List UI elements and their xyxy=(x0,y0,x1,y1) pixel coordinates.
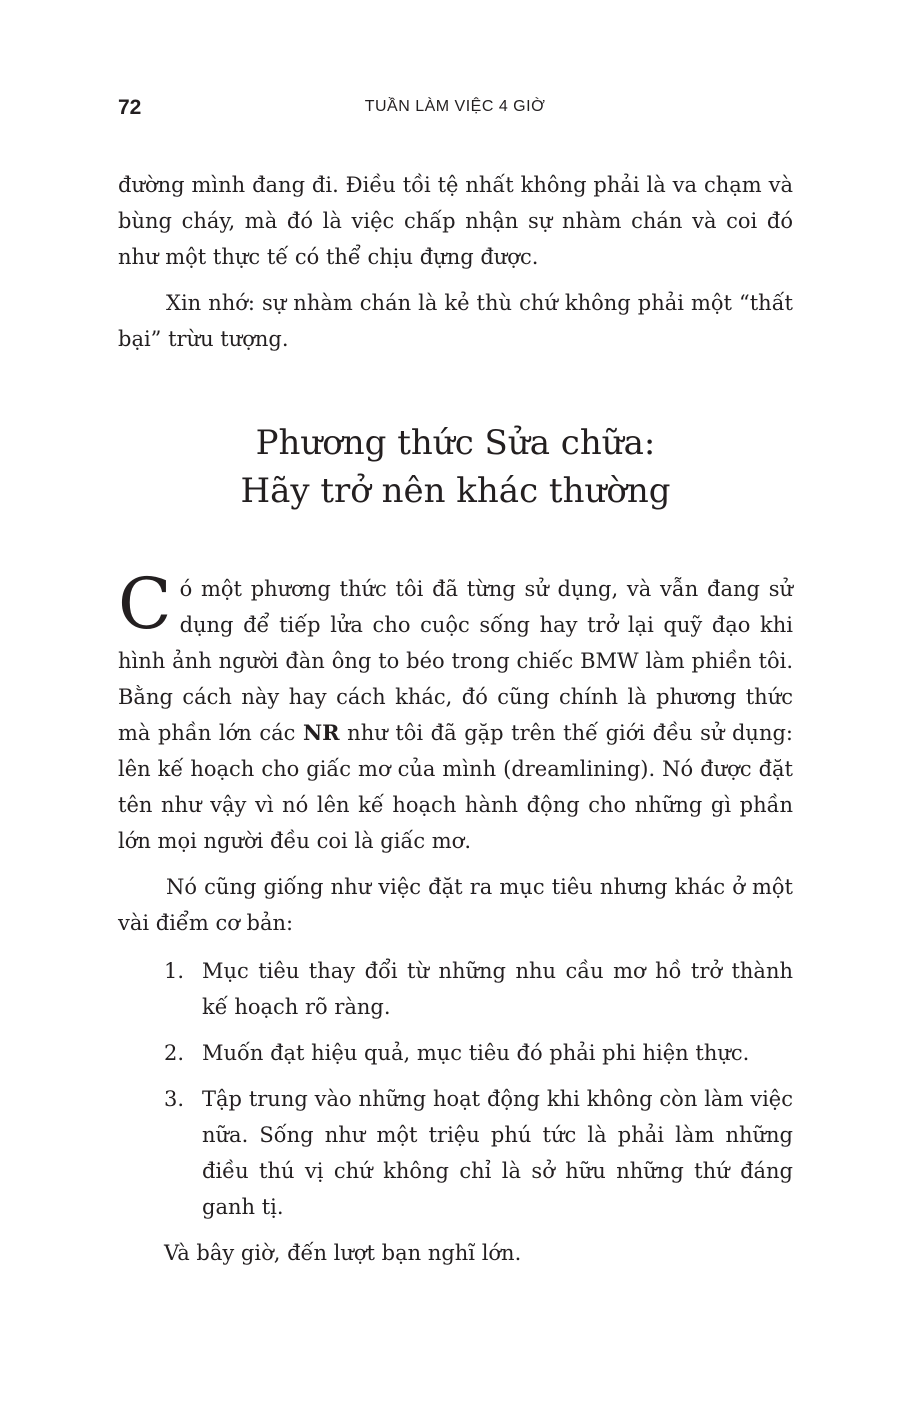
paragraph-3 xyxy=(118,563,793,859)
section-heading-line-2: Hãy trở nên khác thường xyxy=(240,471,671,511)
numbered-list xyxy=(118,953,793,1225)
list-item-text: Mục tiêu thay đổi từ những nhu cầu mơ hồ trở thành kế hoạch rõ ràng. xyxy=(202,959,793,1019)
list-item-number: 2. xyxy=(164,1041,185,1065)
drop-cap: C xyxy=(118,563,172,645)
paragraph-4: Nó cũng giống như việc đặt ra mục tiêu nhưng khác ở một vài điểm cơ bản: xyxy=(118,875,793,935)
paragraph-3-text-a: ó một phương thức tôi đã từng sử dụng, và vẫn đang sử dụng để tiếp lửa cho cuộc sống hay trở lại quỹ đạo khi hình ảnh người đàn ông to béo trong chiếc BMW làm phiền tôi. Bằng cách này hay cách khác, đó cũng chính là phương thức mà phần lớn các xyxy=(118,577,793,745)
list-item-text: Tập trung vào những hoạt động khi không còn làm việc nữa. Sống như một triệu phú tức là phải làm những điều thú vị chứ không chỉ là sở hữu những thứ đáng ganh tị. xyxy=(202,1087,793,1219)
list-item xyxy=(118,953,793,1025)
closing-line: Và bây giờ, đến lượt bạn nghĩ lớn. xyxy=(164,1241,522,1265)
section-heading xyxy=(118,419,793,515)
running-title: TUẦN LÀM VIỆC 4 GIỜ xyxy=(364,98,546,115)
list-item xyxy=(118,1035,793,1071)
list-item-number: 3. xyxy=(164,1087,185,1111)
list-item-text: Muốn đạt hiệu quả, mục tiêu đó phải phi hiện thực. xyxy=(202,1041,750,1065)
section-heading-line-1: Phương thức Sửa chữa: xyxy=(255,423,656,463)
list-item-number: 1. xyxy=(164,959,185,983)
paragraph-2: Xin nhớ: sự nhàm chán là kẻ thù chứ không phải một “thất bại” trừu tượng. xyxy=(118,291,793,351)
page-body xyxy=(118,167,793,1271)
list-item xyxy=(118,1081,793,1225)
page-header xyxy=(0,94,910,124)
paragraph-3-text-b: như tôi đã gặp trên thế giới đều sử dụng: lên kế hoạch cho giấc mơ của mình (dreamlining). Nó được đặt tên như vậy vì nó lên kế hoạch hành động cho những gì phần lớn mọi người đều coi là giấc mơ. xyxy=(118,721,793,853)
paragraph-1: đường mình đang đi. Điều tồi tệ nhất không phải là va chạm và bùng cháy, mà đó là việc chấp nhận sự nhàm chán và coi đó như một thực tế có thể chịu đựng được. xyxy=(118,173,793,269)
page-number: 72 xyxy=(118,96,142,119)
paragraph-3-bold-term: NR xyxy=(302,720,340,745)
